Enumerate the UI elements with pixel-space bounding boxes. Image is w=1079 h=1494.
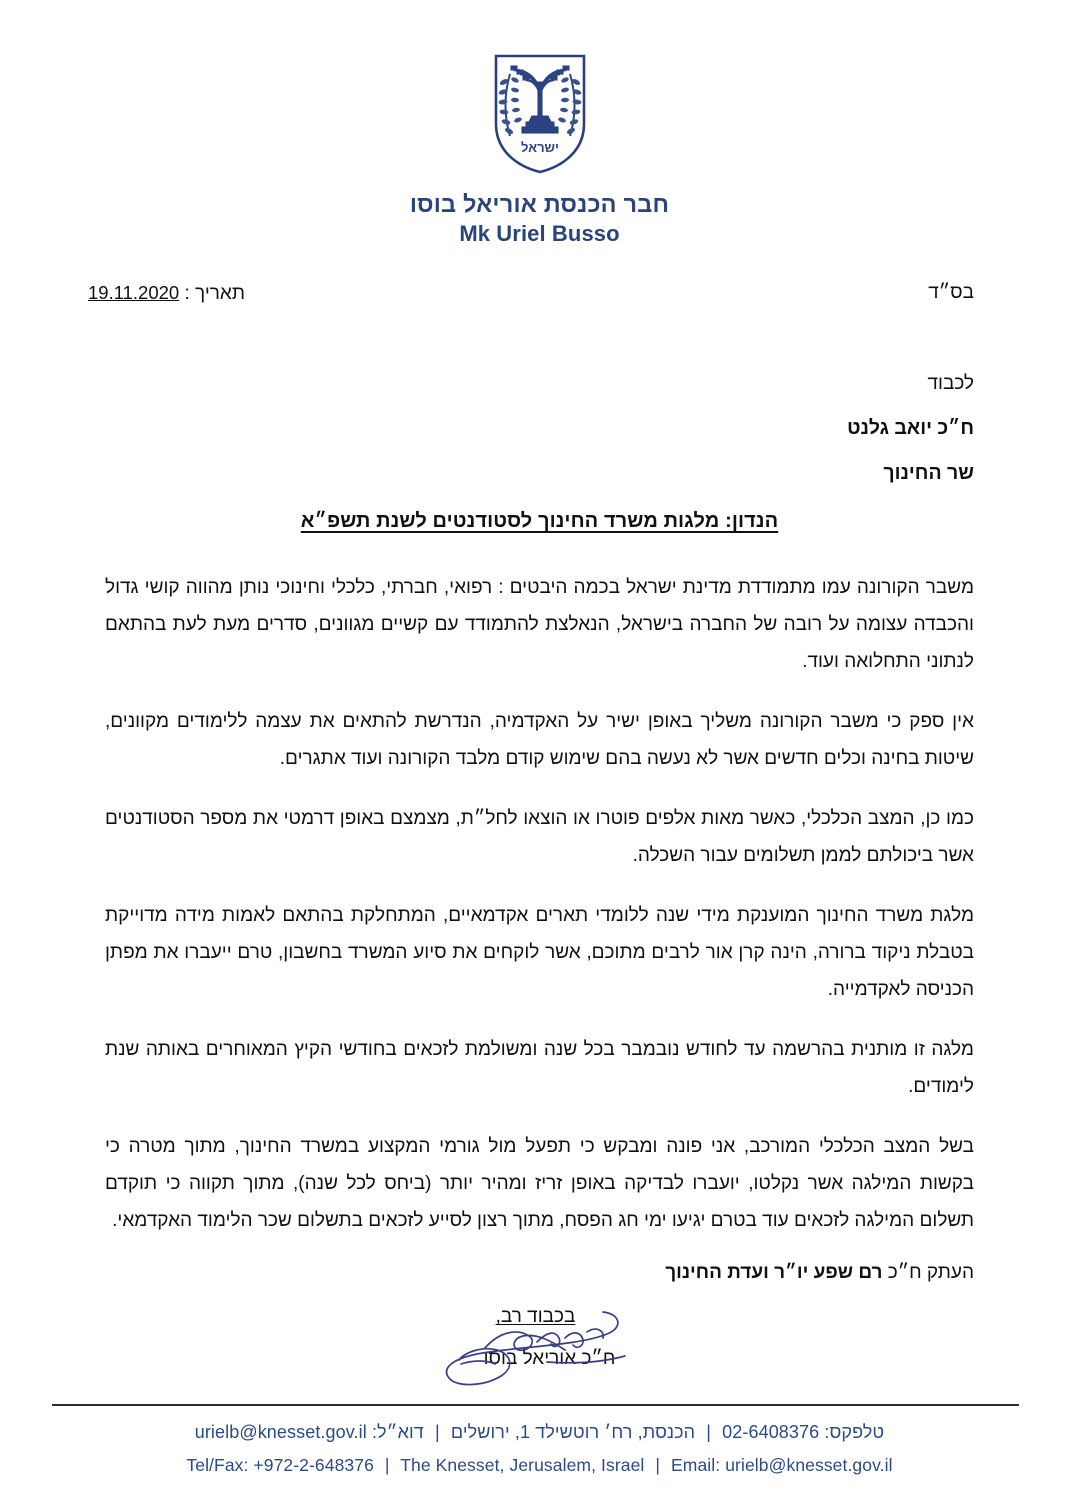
body-paragraph: מלגה זו מותנית בהרשמה עד לחודש נובמבר בכל שנה ומשולמת לזכאים בחודשי הקיץ המאוחרים באותה שנת לימודים. bbox=[105, 1039, 974, 1098]
israel-state-emblem-icon bbox=[488, 52, 592, 176]
letterhead bbox=[0, 0, 1079, 248]
member-name-hebrew: חבר הכנסת אוריאל בוסו bbox=[409, 191, 670, 217]
footer-phone-value: 02-6408376 bbox=[722, 1422, 820, 1442]
footer-phone-label: טלפקס: bbox=[824, 1422, 885, 1442]
date-value: 19.11.2020 bbox=[88, 281, 180, 303]
subject-line: הנדון: מלגות משרד החינוך לסטודנטים לשנת תשפ״א bbox=[300, 509, 779, 532]
addressee-title: שר החינוך bbox=[883, 462, 974, 485]
signer-name: ח״כ אוריאל בוסו bbox=[483, 1348, 616, 1370]
body-paragraph: כמו כן, המצב הכלכלי, כאשר מאות אלפים פוטרו או הוצאו לחל״ת, מצמצם באופן דרמטי את מספר הסטודנטים אשר ביכולתם לממן תשלומים עבור השכלה. bbox=[105, 807, 974, 866]
body-paragraph: אין ספק כי משבר הקורונה משליך באופן ישיר על האקדמיה, הנדרשת להתאים את עצמה ללימודים מקוונים, שיטות בחינה וכלים חדשים אשר לא נעשה בהם שימוש קודם מלבד הקורונה ועוד אתגרים. bbox=[105, 710, 974, 769]
footer-contact-english bbox=[0, 1455, 1079, 1476]
footer-separator: | bbox=[706, 1422, 712, 1442]
closing-regards: בכבוד רב, bbox=[495, 1306, 576, 1328]
signature-block bbox=[0, 1306, 1079, 1392]
body-paragraph: בשל המצב הכלכלי המורכב, אני פונה ומבקש כי תפעל מול גורמי המקצוע במשרד החינוך, מתוך מטרה כי בקשות המילגה אשר נקלטו, יועברו לבדיקה באופן זריז ומהיר יותר (ביחס לכל שנה), מתוך תקווה כי תוקדם תשלום המילגה לזכאים עוד בטרם יגיעו ימי חג הפסח, מתוך רצון לסייע לזכאים בתשלום שכר הלימוד האקדמאי. bbox=[105, 1136, 974, 1232]
addressee-block bbox=[0, 374, 1079, 484]
footer-email-english[interactable]: Email: urielb@knesset.gov.il bbox=[671, 1455, 893, 1475]
addressee-salutation: לכבוד bbox=[927, 372, 974, 394]
footer-separator: | bbox=[655, 1455, 661, 1475]
cc-name: רם שפע יו״ר ועדת החינוך bbox=[665, 1262, 883, 1284]
footer-email-value[interactable]: urielb@knesset.gov.il bbox=[194, 1422, 367, 1442]
cc-line bbox=[0, 1262, 1079, 1284]
footer bbox=[0, 1404, 1079, 1494]
footer-address-hebrew: הכנסת, רח׳ רוטשילד 1, ירושלים bbox=[450, 1422, 696, 1442]
member-name-english: Mk Uriel Busso bbox=[459, 221, 620, 247]
footer-phone-english: Tel/Fax: +972-2-648376 bbox=[186, 1455, 374, 1475]
footer-address-english: The Knesset, Jerusalem, Israel bbox=[400, 1455, 645, 1475]
footer-email-label: דוא״ל: bbox=[371, 1422, 424, 1442]
cc-prefix: העתק ח״כ bbox=[887, 1262, 974, 1284]
bsd-text: בס״ד bbox=[928, 281, 974, 303]
footer-separator: | bbox=[435, 1422, 440, 1442]
addressee-name: ח״כ יואב גלנט bbox=[847, 416, 974, 439]
meta-row bbox=[0, 282, 1079, 312]
subject-wrap bbox=[0, 510, 1079, 533]
body-paragraph: משבר הקורונה עמו מתמודדת מדינת ישראל בכמה היבטים : רפואי, חברתי, כלכלי וחינוכי נותן מהווה קושי גדול והכבדה עצומה על רובה של החברה בישראל, הנאלצת להתמודד עם קשיים מגוונים, סדרים מעת לעת בהתאם לנתוני התחלואה ועוד. bbox=[105, 576, 974, 672]
letter-body bbox=[0, 569, 1079, 1240]
date-block bbox=[88, 282, 245, 305]
body-paragraph: מלגת משרד החינוך המוענקת מידי שנה ללומדי תארים אקדמאיים, המתחלקת בהתאם לאמות מידה מדוייקת בטבלת ניקוד ברורה, הינה קרן אור לרבים מתוכם, אשר לוקחים את סיוע המשרד בחשבון, טרם ייעברו את מפתן הכניסה לאקדמייה. bbox=[105, 904, 974, 1000]
date-label: תאריך : bbox=[184, 282, 245, 304]
footer-divider bbox=[52, 1404, 1019, 1407]
footer-separator: | bbox=[384, 1455, 390, 1475]
footer-contact-hebrew bbox=[0, 1422, 1079, 1443]
emblem-caption: ישראל bbox=[520, 140, 559, 155]
